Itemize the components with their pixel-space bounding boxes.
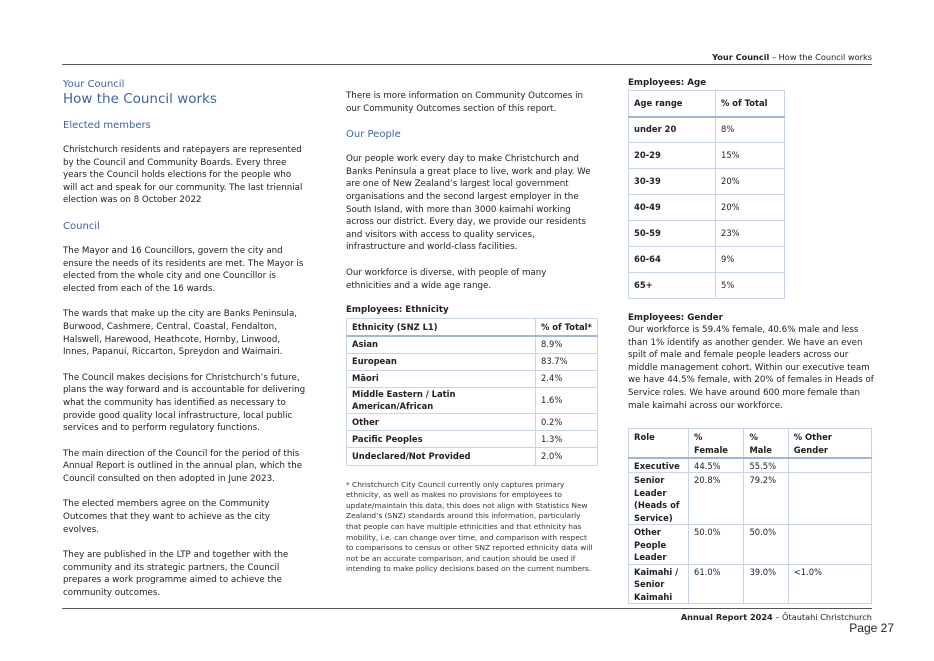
table-cell: 1.6% — [536, 387, 598, 413]
our-people-paragraph-2: Our workforce is diverse, with people of many ethnicities and a wide age range. — [346, 267, 547, 291]
column-header: Age range — [629, 91, 716, 117]
table-cell: 20% — [716, 169, 785, 195]
footer-divider — [62, 608, 872, 609]
table-row — [629, 564, 872, 604]
page-title: How the Council works — [63, 91, 217, 107]
gender-paragraph: Our workforce is 59.4% female, 40.6% male and less than 1% identify as another gender. We have an even spilt of male and female people leaders across our middle management cohort. Within our executive team we have 44.5% female, with 20% of females in Heads of Service roles. We have around 600 more female than male kaimahi across our workforce. — [628, 325, 874, 411]
table-cell: 83.7% — [536, 353, 598, 370]
table-cell: 55.5% — [744, 458, 788, 473]
council-paragraph-5: The elected members agree on the Community Outcomes that they want to achieve as the city evolves. — [63, 499, 271, 535]
table-cell: 5% — [716, 273, 785, 299]
header-section: Your Council — [712, 52, 770, 62]
table-cell: 30-39 — [629, 169, 716, 195]
table-row — [629, 195, 785, 221]
table-cell: Asian — [347, 336, 536, 353]
community-outcomes-paragraph: There is more information on Community Outcomes in our Community Outcomes section of this report. — [346, 91, 583, 114]
age-table-title: Employees: Age — [628, 78, 707, 88]
table-cell: <1.0% — [788, 564, 871, 604]
table-cell: European — [347, 353, 536, 370]
table-row — [629, 273, 785, 299]
table-row — [347, 431, 598, 448]
table-row — [347, 387, 598, 413]
table-cell: 9% — [716, 247, 785, 273]
column-header: Ethnicity (SNZ L1) — [347, 319, 536, 336]
table-cell: 15% — [716, 143, 785, 169]
elected-members-heading: Elected members — [63, 120, 151, 131]
ethnicity-table-title: Employees: Ethnicity — [346, 305, 449, 316]
elected-members-paragraph: Christchurch residents and ratepayers are represented by the Council and Community Boards. Every three years the Council holds elections for the people who will act and speak for our community. The last triennial election was on 8 October 2022 — [63, 145, 303, 206]
header-subsection: – How the Council works — [771, 52, 872, 62]
column-middle — [346, 90, 594, 575]
table-cell: 79.2% — [744, 473, 788, 525]
table-cell: Other — [347, 414, 536, 431]
table-row — [629, 525, 872, 565]
table-cell: 8% — [716, 117, 785, 143]
our-people-paragraph-1: Our people work every day to make Christchurch and Banks Peninsula a great place to live, work and play. We are one of New Zealand’s largest local government organisations and the second largest employer in the South Island, with more than 3000 kaimahi working across our district. Every day, we provide our residents and visitors with access to quality services, infrastructure and world-class facilities. — [346, 154, 591, 253]
table-header-row — [629, 429, 872, 458]
table-cell: 50.0% — [744, 525, 788, 565]
table-cell: Executive — [629, 458, 689, 473]
council-paragraph-4: The main direction of the Council for the period of this Annual Report is outlined in the annual plan, which the Council consulted on then adopted in June 2023. — [63, 448, 303, 484]
table-row — [347, 336, 598, 353]
table-header-row — [347, 319, 598, 336]
table-cell — [788, 458, 871, 473]
table-row — [347, 370, 598, 387]
table-cell: 40-49 — [629, 195, 716, 221]
table-cell: 23% — [716, 221, 785, 247]
column-left — [63, 78, 308, 613]
table-cell: 20% — [716, 195, 785, 221]
council-heading: Council — [63, 220, 100, 232]
gender-table — [628, 428, 872, 604]
table-cell: 0.2% — [536, 414, 598, 431]
table-cell: 2.4% — [536, 370, 598, 387]
table-cell: Māori — [347, 370, 536, 387]
gender-title: Employees: Gender — [628, 313, 723, 323]
table-cell: Senior Leader (Heads of Service) — [629, 473, 689, 525]
ethnicity-table — [346, 318, 598, 466]
footer-place: – Ōtautahi Christchurch — [775, 612, 872, 622]
table-cell: under 20 — [629, 117, 716, 143]
table-cell: 20-29 — [629, 143, 716, 169]
column-header: % of Total* — [536, 319, 598, 336]
footer-report-title: Annual Report 2024 — [680, 612, 773, 622]
table-cell: 20.8% — [689, 473, 744, 525]
table-cell — [788, 525, 871, 565]
council-paragraph-6: They are published in the LTP and together with the community and its strategic partners, the Council prepares a work programme aimed to achieve the community outcomes. — [63, 550, 289, 599]
council-paragraph-2: The wards that make up the city are Banks Peninsula, Burwood, Cashmere, Central, Coastal, Fendalton, Halswell, Harewood, Heathcote, Hornby, Linwood, Innes, Papanui, Riccarton, Spreydon and Waimairi. — [63, 309, 298, 358]
column-header: % Other Gender — [788, 429, 871, 458]
table-row — [629, 169, 785, 195]
table-cell: 44.5% — [689, 458, 744, 473]
council-paragraph-1: The Mayor and 16 Councillors, govern the city and ensure the needs of its residents are met. The Mayor is elected from the whole city and one Councillor is elected from each of the 16 wards. — [63, 245, 304, 294]
table-cell: Undeclared/Not Provided — [347, 448, 536, 465]
table-cell: 50-59 — [629, 221, 716, 247]
table-row — [347, 448, 598, 465]
table-cell: Kaimahi / Senior Kaimahi — [629, 564, 689, 604]
column-header: % Male — [744, 429, 788, 458]
column-right — [628, 78, 874, 604]
table-row — [629, 117, 785, 143]
running-header — [712, 52, 872, 62]
column-header: % Female — [689, 429, 744, 458]
table-row — [347, 353, 598, 370]
table-row — [629, 247, 785, 273]
table-cell: 8.9% — [536, 336, 598, 353]
table-row — [629, 143, 785, 169]
running-footer — [681, 612, 872, 622]
header-divider — [62, 64, 872, 65]
table-row — [629, 473, 872, 525]
column-header: Role — [629, 429, 689, 458]
table-cell: 2.0% — [536, 448, 598, 465]
page-number: Page 27 — [849, 621, 894, 635]
table-cell: 39.0% — [744, 564, 788, 604]
table-cell: 50.0% — [689, 525, 744, 565]
table-row — [629, 221, 785, 247]
our-people-heading: Our People — [346, 129, 401, 141]
table-cell — [788, 473, 871, 525]
age-table — [628, 90, 785, 299]
council-paragraph-3: The Council makes decisions for Christchurch’s future, plans the way forward and is accountable for delivering what the community has identified as necessary to provide good quality local infrastructure, local public services and to perform regulatory functions. — [63, 372, 306, 434]
ethnicity-footnote: * Christchurch City Council currently only captures primary ethnicity, as well as makes no provisions for employees to update/maintain this data, this does not align with Statistics New Zealand’s (SNZ) standards around this information, particularly that people can have multiple ethnicities and that ethnicity has mobility, i.e. can change over time, and comparison with respect to comparisons to census or other SNZ reported ethnicity data will not be an accurate comparison, and caution should be used if intending to make policy decisions based on the current numbers. — [346, 479, 593, 574]
section-eyebrow: Your Council — [63, 79, 125, 90]
table-row — [629, 458, 872, 473]
table-cell: Pacific Peoples — [347, 431, 536, 448]
table-cell: 1.3% — [536, 431, 598, 448]
table-cell: 60-64 — [629, 247, 716, 273]
page-header — [62, 52, 872, 64]
table-cell: Middle Eastern / Latin American/African — [347, 387, 536, 413]
table-cell: 61.0% — [689, 564, 744, 604]
table-header-row — [629, 91, 785, 117]
table-cell: Other People Leader — [629, 525, 689, 565]
table-row — [347, 414, 598, 431]
table-cell: 65+ — [629, 273, 716, 299]
column-header: % of Total — [716, 91, 785, 117]
